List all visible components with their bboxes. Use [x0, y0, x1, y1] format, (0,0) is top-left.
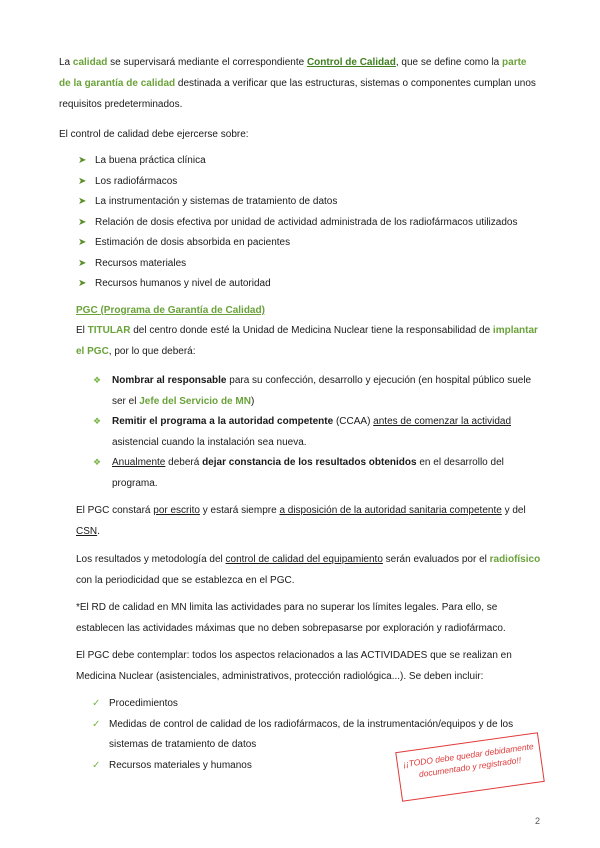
list-item: ➤ La instrumentación y sistemas de tratamiento de datos [78, 192, 517, 213]
arrow-bullet-icon: ➤ [78, 278, 87, 289]
list-item: sistemas de tratamiento de datos [109, 739, 257, 750]
check-icon: ✓ [92, 718, 101, 730]
list-item: ➤ Recursos materiales [78, 254, 517, 275]
control-heading: El control de calidad debe ejercerse sobre: [59, 129, 249, 140]
list-item: ➤ Recursos humanos y nivel de autoridad [78, 274, 517, 295]
arrow-bullet-icon: ➤ [78, 196, 87, 207]
sub-item-nombrar: ❖ Nombrar al responsable para su confección, desarrollo y ejecución (en hospital público suele ser el Jefe del Servicio de MN) [112, 370, 536, 412]
pgc-title: PGC (Programa de Garantía de Calidad) [76, 305, 265, 316]
arrow-bullet-icon: ➤ [78, 216, 87, 228]
list-item: ✓ Procedimientos [92, 694, 513, 715]
highlight-calidad: calidad [72, 57, 108, 68]
text: La [59, 57, 73, 68]
constara-paragraph: El PGC constará por escrito y estará siempre a disposición de la autoridad sanitaria competente y del CSN. [76, 505, 526, 537]
intro-paragraph [59, 52, 539, 115]
rd-paragraph: *El RD de calidad en MN limita las actividades para no superar los límites legales. Para ello, se establecen las actividades máximas que no deben sobrepasarse por exploración y radiofármaco. [76, 602, 506, 634]
list-item: ➤ Estimación de dosis absorbida en pacientes [78, 233, 517, 254]
arrow-bullet-icon: ➤ [78, 237, 87, 248]
highlight-titular: TITULAR [87, 325, 131, 336]
arrow-bullet-icon: ➤ [78, 155, 87, 166]
check-icon: ✓ [92, 698, 101, 709]
sub-item-anualmente: ❖ Anualmente deberá dejar constancia de los resultados obtenidos en el desarrollo del programa. [112, 452, 536, 494]
list-item: ➤ La buena práctica clínica [78, 151, 517, 172]
highlight-parte: parte de la garantía de calidad [59, 57, 527, 89]
titular-paragraph: El TITULAR del centro donde esté la Unidad de Medicina Nuclear tiene la responsabilidad de implantar el PGC, por lo que deberá: [76, 325, 538, 357]
diamond-bullet-icon: ❖ [93, 457, 102, 467]
text: se supervisará mediante el correspondiente [107, 57, 307, 68]
reminder-stamp: ¡¡TODO debe quedar debidamente documentado y registrado!! [395, 732, 545, 802]
control-list [78, 151, 517, 295]
list-item: ➤ Los radiofármacos [78, 172, 517, 193]
diamond-bullet-icon: ❖ [93, 375, 102, 385]
diamond-bullet-icon: ❖ [93, 416, 102, 426]
page-number: 2 [535, 816, 541, 826]
list-item: ➤ Relación de dosis efectiva por unidad de actividad administrada de los radiofármacos utilizados [78, 213, 517, 234]
control-calidad-link: Control de Calidad [306, 57, 396, 68]
text: destinada a verificar que las estructuras, sistemas o componentes cumplan unos requisitos predeterminados. [59, 78, 536, 110]
list-item: ✓ Recursos materiales y humanos [92, 756, 513, 777]
text: , que se define como la [395, 57, 503, 68]
arrow-bullet-icon: ➤ [78, 175, 87, 187]
contemplar-paragraph: El PGC debe contemplar: todos los aspectos relacionados a las ACTIVIDADES que se realizan en Medicina Nuclear (asistenciales, administrativos, protección radiológica...). Se deben incluir: [76, 650, 512, 682]
highlight-implantar: implantar el PGC [76, 325, 538, 357]
list-item: ✓ Medidas de control de calidad de los radiofármacos, de la instrumentación/equipos y de los [92, 715, 513, 736]
sub-item-remitir: ❖ Remitir el programa a la autoridad competente (CCAA) antes de comenzar la actividad asistencial cuando la instalación sea nueva. [112, 411, 536, 453]
resultados-paragraph: Los resultados y metodología del control de calidad del equipamiento serán evaluados por el radiofísico con la periodicidad que se establezca en el PGC. [76, 554, 541, 586]
check-icon: ✓ [92, 759, 101, 771]
arrow-bullet-icon: ➤ [78, 257, 87, 269]
